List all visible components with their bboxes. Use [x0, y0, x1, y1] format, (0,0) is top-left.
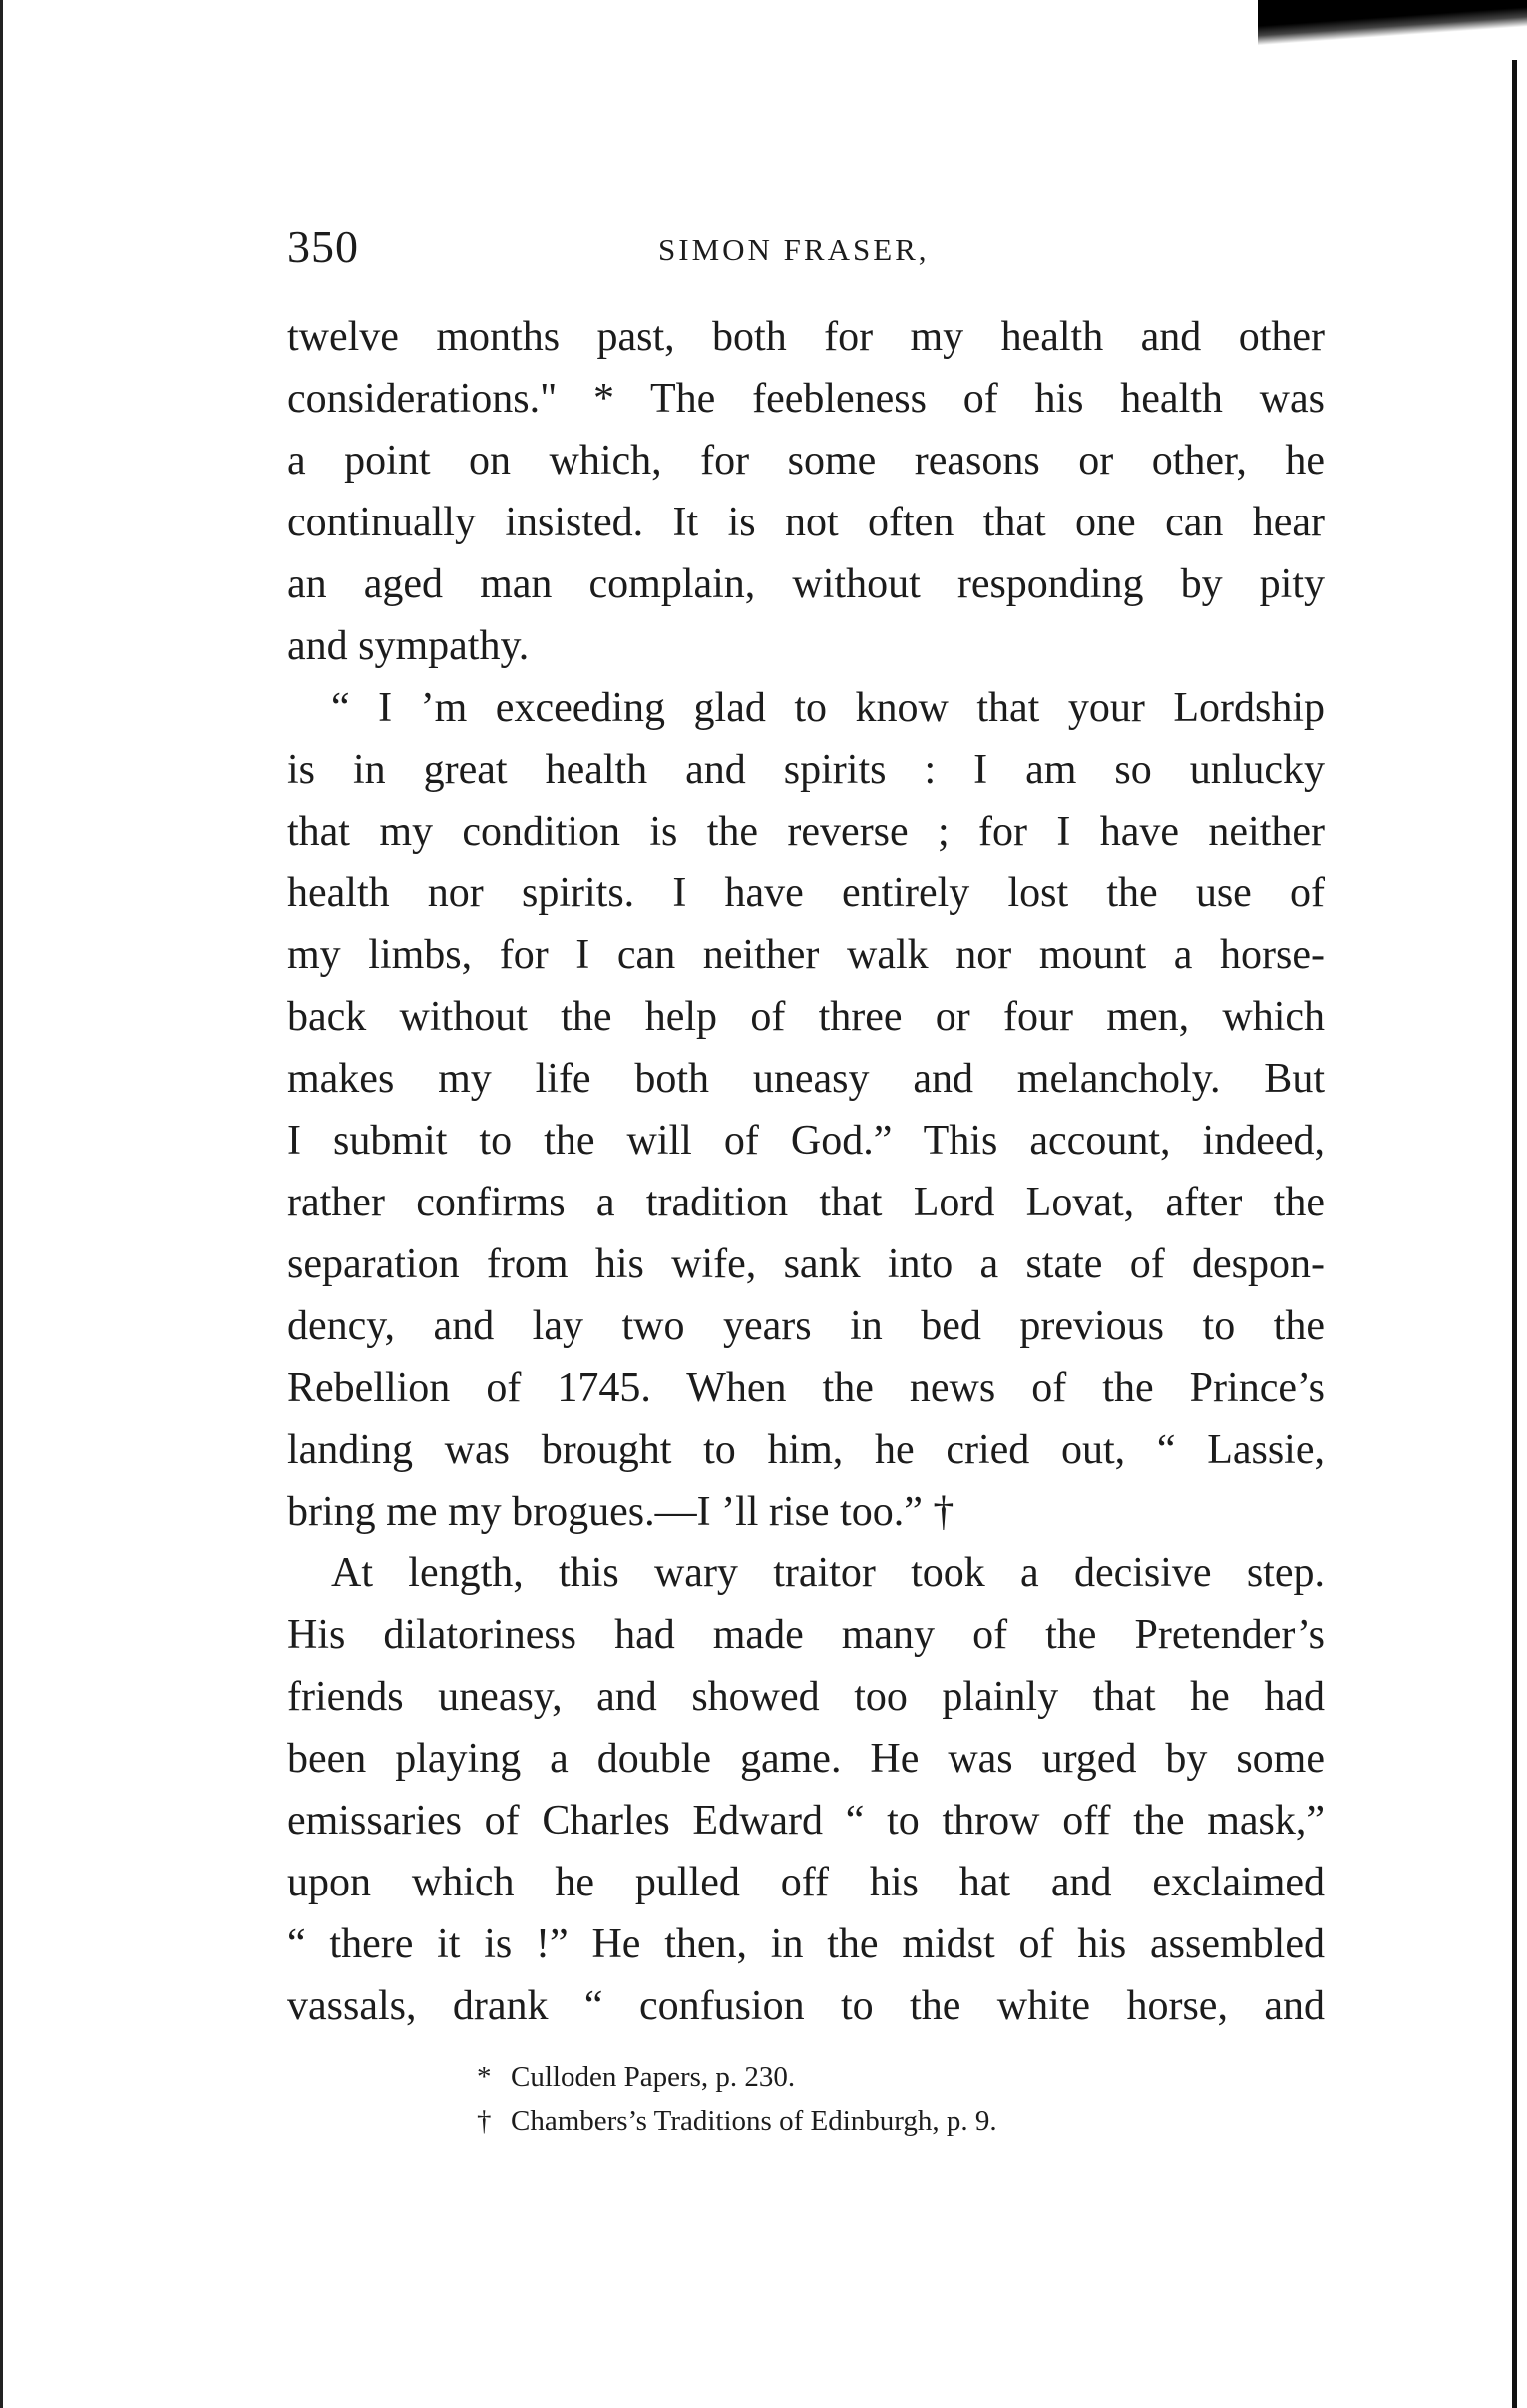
text-line: back without the help of three or four men, which: [287, 994, 1325, 1040]
text-line: I submit to the will of God.” This account, indeed,: [287, 1118, 1325, 1164]
text-line: “ there it is !” He then, in the midst of his assembled: [287, 1921, 1325, 1967]
footnote-mark: *: [477, 2061, 492, 2093]
footnotes: [477, 2055, 1325, 2143]
text-line: is in great health and spirits : I am so unlucky: [287, 747, 1325, 793]
text-line: Rebellion of 1745. When the news of the Prince’s: [287, 1365, 1325, 1411]
text-line: vassals, drank “ confusion to the white horse, and: [287, 1983, 1325, 2029]
scan-edge-left: [0, 0, 3, 2408]
footnote: [477, 2099, 1325, 2143]
scan-corner-shadow: [1258, 0, 1527, 46]
text-line: dency, and lay two years in bed previous to the: [287, 1303, 1325, 1349]
text-line: emissaries of Charles Edward “ to throw off the mask,”: [287, 1798, 1325, 1844]
running-head: [287, 219, 1325, 279]
text-line: my limbs, for I can neither walk nor mount a horse-: [287, 932, 1325, 978]
running-title: SIMON FRASER,: [658, 232, 930, 267]
footnote: [477, 2055, 1325, 2099]
text-line: “ I ’m exceeding glad to know that your Lordship: [331, 685, 1325, 731]
text-line: At length, this wary traitor took a decisive step.: [331, 1550, 1325, 1596]
text-line: rather confirms a tradition that Lord Lovat, after the: [287, 1180, 1325, 1225]
text-line: separation from his wife, sank into a state of despon-: [287, 1241, 1325, 1287]
footnote-text: Culloden Papers, p. 230.: [511, 2061, 796, 2093]
text-line: continually insisted. It is not often that one can hear: [287, 500, 1325, 545]
text-line: health nor spirits. I have entirely lost the use of: [287, 870, 1325, 916]
scan-edge-right: [1512, 60, 1517, 2408]
body-text: [287, 306, 1325, 2037]
text-line: makes my life both uneasy and melancholy. But: [287, 1056, 1325, 1102]
page-number: 350: [287, 221, 359, 272]
text-line: upon which he pulled off his hat and exclaimed: [287, 1860, 1325, 1905]
text-line: been playing a double game. He was urged by some: [287, 1736, 1325, 1782]
text-line: twelve months past, both for my health and other: [287, 314, 1325, 360]
footnote-text: Chambers’s Traditions of Edinburgh, p. 9.: [511, 2105, 997, 2137]
text-line: a point on which, for some reasons or other, he: [287, 438, 1325, 484]
text-line: landing was brought to him, he cried out, “ Lassie,: [287, 1427, 1325, 1473]
text-line: that my condition is the reverse ; for I have neither: [287, 809, 1325, 855]
text-line: His dilatoriness had made many of the Pretender’s: [287, 1612, 1325, 1658]
footnote-mark: †: [477, 2105, 492, 2137]
text-line: an aged man complain, without responding by pity: [287, 561, 1325, 607]
text-line: friends uneasy, and showed too plainly that he had: [287, 1674, 1325, 1720]
text-line: considerations." * The feebleness of his health was: [287, 376, 1325, 422]
text-line: bring me my brogues.—I ’ll rise too.” †: [287, 1489, 954, 1535]
text-line: and sympathy.: [287, 623, 530, 669]
